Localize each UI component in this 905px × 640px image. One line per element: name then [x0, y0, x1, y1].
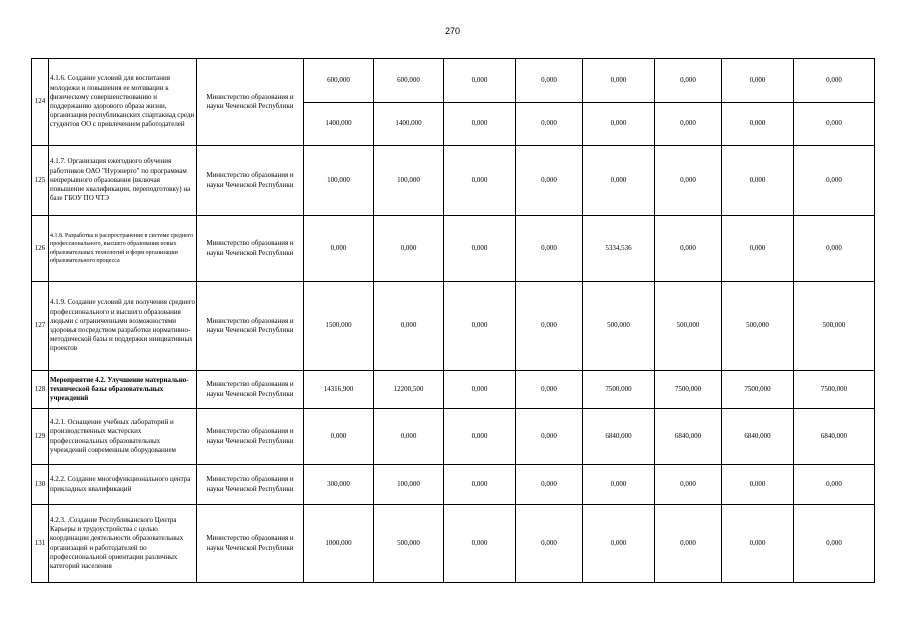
value-cell: 0,000: [304, 409, 374, 465]
value-cell: 100,000: [374, 146, 444, 216]
value-cell: 0,000: [655, 465, 722, 505]
value-cell: 0,000: [444, 103, 516, 146]
value-cell: 7500,000: [794, 371, 875, 409]
value-cell: 1000,000: [304, 505, 374, 583]
value-cell: 6840,000: [794, 409, 875, 465]
value-cell: 6840,000: [722, 409, 794, 465]
value-cell: 14316,900: [304, 371, 374, 409]
row-number: 127: [32, 282, 49, 371]
value-cell: 0,000: [444, 282, 516, 371]
value-cell: 0,000: [655, 103, 722, 146]
activity-description: 4.2.3. .Создание Республиканского Центра Карьеры и трудоустройства с целью координации деятельности образовательных организаций и работодателей по профессиональной ориентации различных категорий населения: [49, 505, 197, 583]
table-row: [32, 505, 875, 583]
value-cell: 0,000: [794, 59, 875, 103]
responsible-organization: Министерство образования и науки Чеченской Республики: [197, 59, 304, 146]
responsible-organization: Министерство образования и науки Чеченской Республики: [197, 505, 304, 583]
budget-table: [31, 58, 875, 583]
value-cell: 0,000: [444, 505, 516, 583]
table-row: [32, 146, 875, 216]
value-cell: 0,000: [722, 146, 794, 216]
value-cell: 500,000: [794, 282, 875, 371]
value-cell: 0,000: [516, 146, 583, 216]
value-cell: 0,000: [794, 465, 875, 505]
page-number: 270: [444, 26, 461, 36]
value-cell: 0,000: [583, 146, 655, 216]
value-cell: 500,000: [655, 282, 722, 371]
responsible-organization: Министерство образования и науки Чеченской Республики: [197, 146, 304, 216]
row-number: 131: [32, 505, 49, 583]
table-row: [32, 465, 875, 505]
value-cell: 7500,000: [655, 371, 722, 409]
value-cell: 500,000: [722, 282, 794, 371]
value-cell: 0,000: [583, 59, 655, 103]
row-number: 126: [32, 216, 49, 282]
value-cell: 0,000: [444, 409, 516, 465]
activity-description: 4.1.8. Разработка и распространение в системе среднего профессионального, высшего образования новых образовательных технологий и форм организации образовательного процесса: [49, 216, 197, 282]
value-cell: 0,000: [444, 465, 516, 505]
value-cell: 0,000: [583, 103, 655, 146]
value-cell: 7500,000: [583, 371, 655, 409]
value-cell: 0,000: [794, 103, 875, 146]
table-row: [32, 371, 875, 409]
value-cell: 6840,000: [583, 409, 655, 465]
row-number: 125: [32, 146, 49, 216]
value-cell: 0,000: [516, 409, 583, 465]
responsible-organization: Министерство образования и науки Чеченской Республики: [197, 465, 304, 505]
value-cell: 0,000: [444, 216, 516, 282]
value-cell: 0,000: [374, 409, 444, 465]
value-cell: 0,000: [516, 216, 583, 282]
activity-description: 4.1.9. Создание условий для получения среднего профессионального и высшего образования людьми с ограниченными возможностями здоровья посредством разработки нормативно-методической базы и поддержки инициативных проектов: [49, 282, 197, 371]
value-cell: 300,000: [304, 465, 374, 505]
table-row: [32, 282, 875, 371]
value-cell: 0,000: [516, 59, 583, 103]
value-cell: 0,000: [722, 505, 794, 583]
activity-description: 4.1.6. Создание условий для воспитания молодежи и повышения ее мотивации к физическому совершенствованию и поддержанию здорового образа жизни, организация республиканских спартакиад среди студентов ОО с привлечением работодателей: [49, 59, 197, 146]
value-cell: 0,000: [655, 146, 722, 216]
value-cell: 0,000: [304, 216, 374, 282]
value-cell: 0,000: [516, 103, 583, 146]
activity-description: 4.2.1. Оснащение учебных лабораторий и производственных мастерских профессиональных образовательных учреждений современным оборудованием: [49, 409, 197, 465]
value-cell: 500,000: [374, 505, 444, 583]
value-cell: 0,000: [722, 103, 794, 146]
value-cell: 0,000: [374, 216, 444, 282]
activity-description: 4.2.2. Создание многофункционального центра прикладных квалификаций: [49, 465, 197, 505]
value-cell: 7500,000: [722, 371, 794, 409]
value-cell: 6840,000: [655, 409, 722, 465]
value-cell: 100,000: [374, 465, 444, 505]
value-cell: 0,000: [655, 59, 722, 103]
row-number: 129: [32, 409, 49, 465]
responsible-organization: Министерство образования и науки Чеченской Республики: [197, 371, 304, 409]
row-number: 130: [32, 465, 49, 505]
value-cell: 0,000: [444, 59, 516, 103]
value-cell: 1500,000: [304, 282, 374, 371]
value-cell: 500,000: [583, 282, 655, 371]
value-cell: 0,000: [722, 216, 794, 282]
value-cell: 0,000: [794, 146, 875, 216]
value-cell: 0,000: [374, 282, 444, 371]
value-cell: 0,000: [722, 465, 794, 505]
table-row: [32, 59, 875, 103]
value-cell: 12200,500: [374, 371, 444, 409]
value-cell: 100,000: [304, 146, 374, 216]
value-cell: 600,000: [374, 59, 444, 103]
row-number: 124: [32, 59, 49, 146]
value-cell: 0,000: [516, 371, 583, 409]
activity-description: 4.1.7. Организация ежегодного обучения работников ОАО "Нурэнерго" по программам непрерывного образования (включая повышение квалификации, переподготовку) на базе ГБОУ ПО ЧТЭ: [49, 146, 197, 216]
value-cell: 0,000: [444, 146, 516, 216]
table-row: [32, 216, 875, 282]
value-cell: 0,000: [583, 505, 655, 583]
activity-description: Мероприятие 4.2. Улучшение материально-технической базы образовательных учреждений: [49, 371, 197, 409]
value-cell: 5334,536: [583, 216, 655, 282]
value-cell: 1400,000: [374, 103, 444, 146]
row-number: 128: [32, 371, 49, 409]
value-cell: 0,000: [444, 371, 516, 409]
value-cell: 0,000: [655, 505, 722, 583]
value-cell: 0,000: [516, 505, 583, 583]
value-cell: 0,000: [516, 282, 583, 371]
value-cell: 0,000: [794, 505, 875, 583]
table-row: [32, 409, 875, 465]
value-cell: 0,000: [655, 216, 722, 282]
responsible-organization: Министерство образования и науки Чеченской Республики: [197, 282, 304, 371]
responsible-organization: Министерство образования и науки Чеченской Республики: [197, 409, 304, 465]
value-cell: 0,000: [516, 465, 583, 505]
value-cell: 600,000: [304, 59, 374, 103]
value-cell: 1400,000: [304, 103, 374, 146]
value-cell: 0,000: [583, 465, 655, 505]
responsible-organization: Министерство образования и науки Чеченской Республики: [197, 216, 304, 282]
value-cell: 0,000: [722, 59, 794, 103]
value-cell: 0,000: [794, 216, 875, 282]
